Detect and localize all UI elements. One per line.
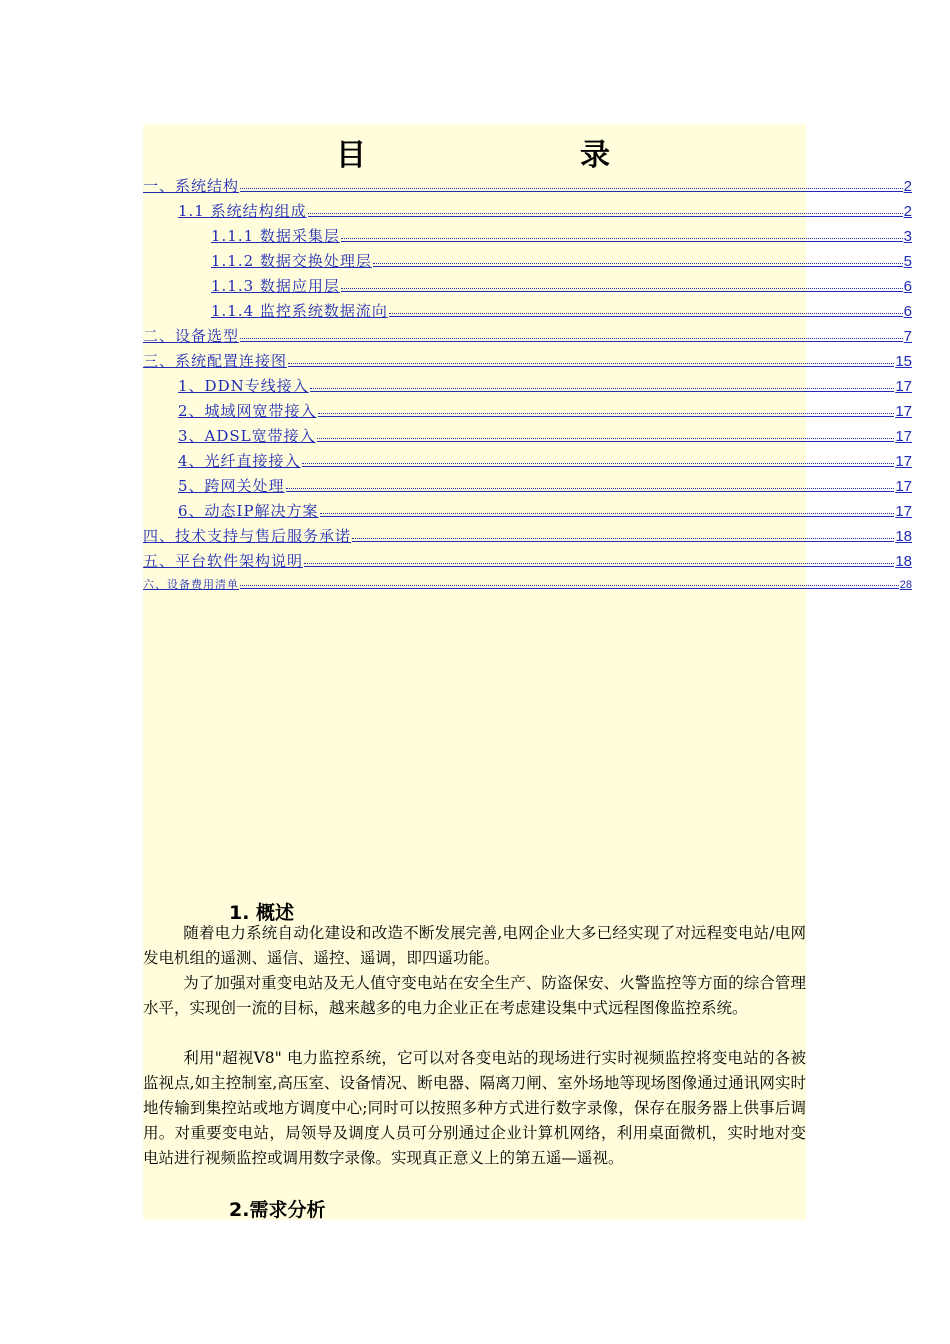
- overview-paragraph-2: 为了加强对重变电站及无人值守变电站在安全生产、防盗保安、火警监控等方面的综合管理水平，实现创一流的目标，越来越多的电力企业正在考虑建设集中式远程图像监控系统。: [143, 974, 806, 1017]
- toc-entry-data-application-layer[interactable]: 1.1.3 数据应用层 6: [211, 277, 912, 295]
- toc-title-char-1: 目: [336, 138, 366, 173]
- toc-entry-equipment-costs[interactable]: 六、设备费用清单 28: [143, 578, 912, 591]
- toc-title: [143, 130, 806, 173]
- toc-entry-fiber[interactable]: 4、光纤直接接入 17: [178, 452, 912, 470]
- overview-paragraph-3: 利用"超视V8" 电力监控系统，它可以对各变电站的现场进行实时视频监控将变电站的各被监视点,如主控制室,高压室、设备情况、断电器、隔离刀闸、室外场地等现场图像通过通讯网实时地传输到集控站或地方调度中心;同时可以按照多种方式进行数字录像，保存在服务器上供事后调用。对重要变电站，局领导及调度人员可分别通过企业计算机网络，利用桌面微机，实时地对变电站进行视频监控或调用数字录像。实现真正意义上的第五遥—遥视。: [143, 1049, 806, 1167]
- toc-entry-gateway[interactable]: 5、跨网关处理 17: [178, 477, 912, 495]
- toc-entry-equipment-selection[interactable]: 二、设备选型 7: [143, 327, 912, 345]
- section-heading-requirements: 2.需求分析: [229, 1199, 326, 1221]
- toc-entry-data-flow[interactable]: 1.1.4 监控系统数据流向 6: [211, 302, 912, 320]
- toc-title-char-2: 录: [580, 138, 610, 173]
- toc-entry-system-structure[interactable]: 一、系统结构 2: [143, 177, 912, 195]
- toc-entry-system-composition[interactable]: 1.1 系统结构组成 2: [178, 202, 912, 220]
- toc-entry-connection-diagram[interactable]: 三、系统配置连接图 15: [143, 352, 912, 370]
- overview-paragraph-1: 随着电力系统自动化建设和改造不断发展完善,电网企业大多已经实现了对远程变电站/电网发电机组的遥测、遥信、遥控、遥调，即四遥功能。: [143, 924, 806, 967]
- toc-entry-data-exchange-layer[interactable]: 1.1.2 数据交换处理层 5: [211, 252, 912, 270]
- toc-entry-dynamic-ip[interactable]: 6、动态IP解决方案 17: [178, 502, 912, 520]
- toc-entry-metro-broadband[interactable]: 2、城域网宽带接入 17: [178, 402, 912, 420]
- toc-entry-data-collection-layer[interactable]: 1.1.1 数据采集层 3: [211, 227, 912, 245]
- toc-entry-ddn[interactable]: 1、DDN专线接入 17: [178, 377, 912, 395]
- toc-entry-software-architecture[interactable]: 五、平台软件架构说明 18: [143, 552, 912, 570]
- section-heading-overview: 1. 概述: [229, 902, 295, 924]
- toc-entry-support[interactable]: 四、技术支持与售后服务承诺 18: [143, 527, 912, 545]
- toc-entry-adsl[interactable]: 3、ADSL宽带接入 17: [178, 427, 912, 445]
